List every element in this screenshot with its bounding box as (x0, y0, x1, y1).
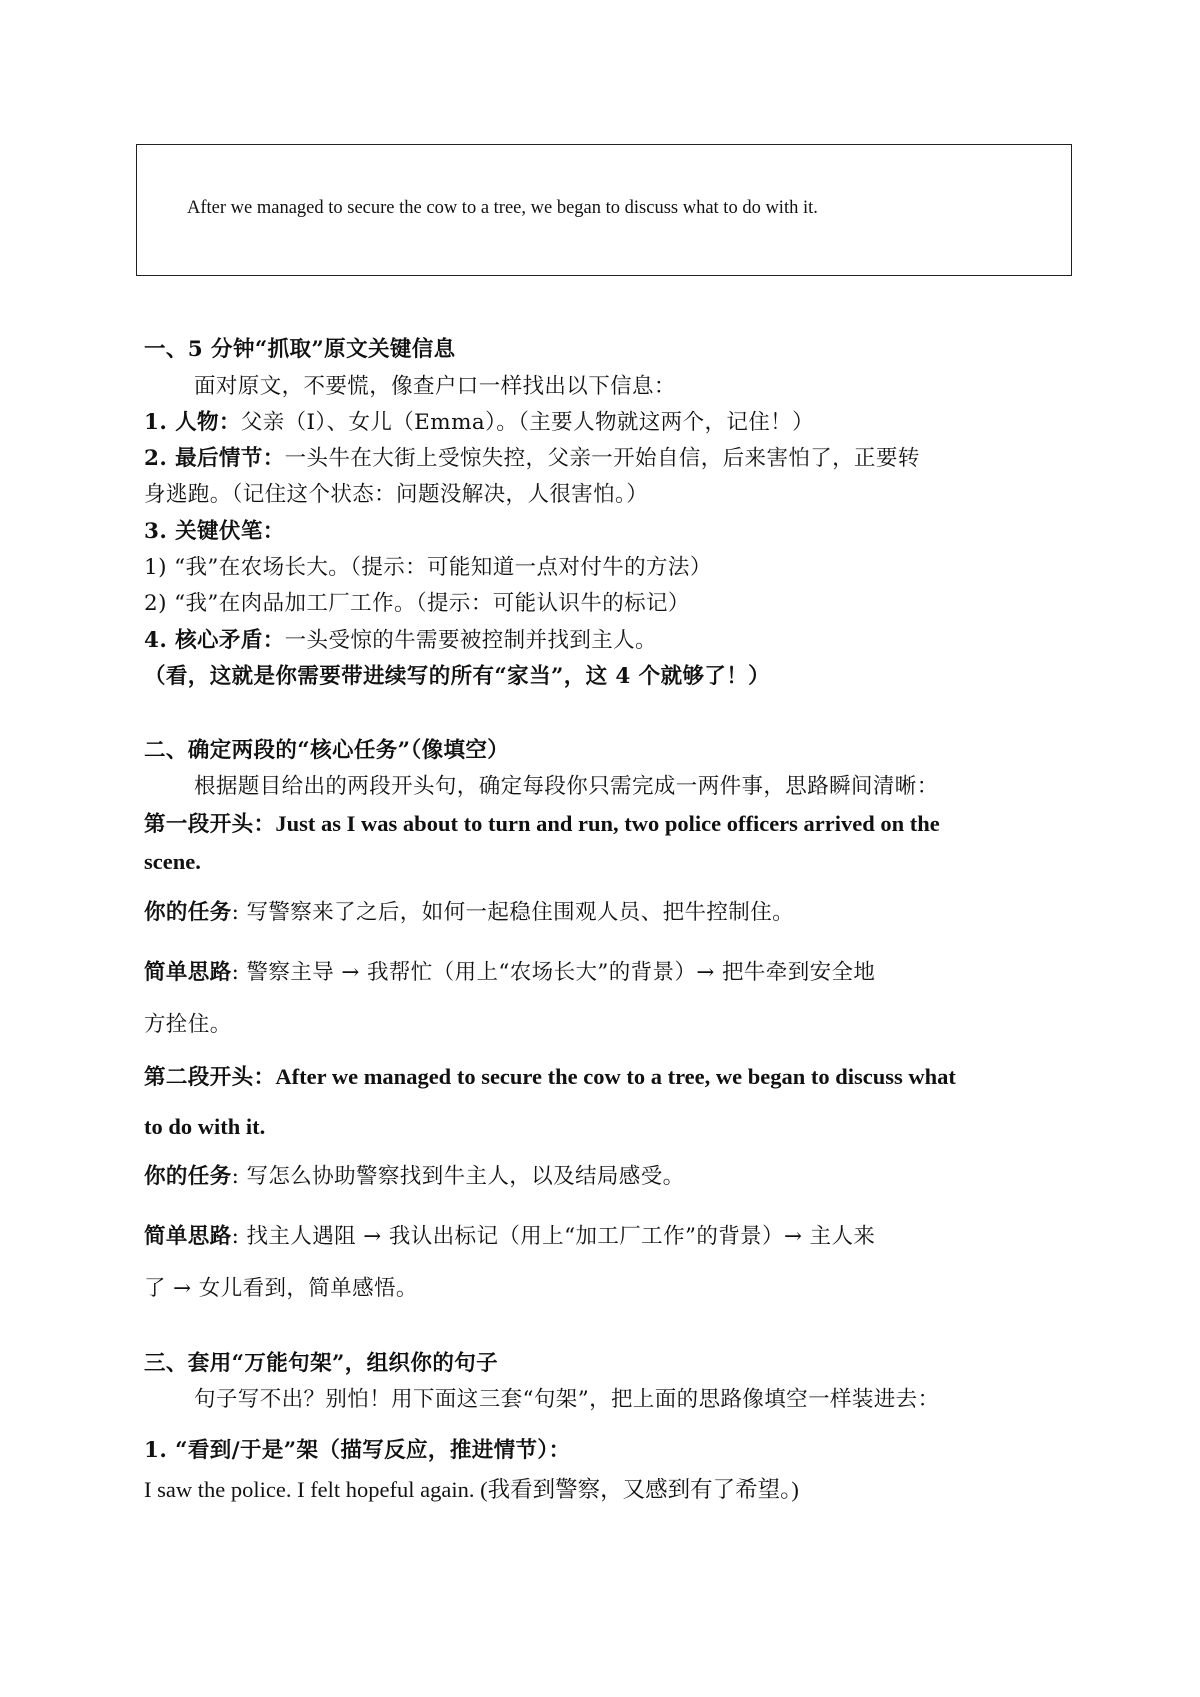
prompt-sentence: After we managed to secure the cow to a tree, we began to discuss what to do with it. (187, 198, 818, 218)
paragraph-2-opening (144, 1063, 956, 1092)
section-1-item-3-sub-2: 2) “我”在肉品加工厂工作。（提示：可能认识牛的标记） (144, 591, 690, 616)
section-3-item-1-title: 1. “看到/于是”架（描写反应，推进情节）： (144, 1438, 571, 1463)
section-1-item-1 (144, 409, 814, 437)
section-3-item-1-example: I saw the police. I felt hopeful again. (我看到警察，又感到有了希望。) (144, 1477, 799, 1502)
paragraph-2-idea-text: : 找主人遇阻 → 我认出标记（用上“加工厂工作”的背景）→ 主人来 (231, 1224, 876, 1249)
section-2-title: 二、确定两段的“核心任务”（像填空） (144, 738, 510, 763)
prompt-box (136, 144, 1072, 276)
paragraph-2-task-label: 你的任务 (144, 1164, 232, 1189)
section-1-item-2 (144, 445, 920, 473)
paragraph-1-sentence: Just as I was about to turn and run, two police officers arrived on the (275, 811, 940, 836)
paragraph-2-task-text: : 写怎么协助警察找到牛主人，以及结局感受。 (231, 1164, 685, 1189)
paragraph-1-task (144, 899, 794, 927)
item-4-text: 一头受惊的牛需要被控制并找到主人。 (284, 628, 657, 653)
paragraph-1-idea (144, 959, 875, 987)
paragraph-1-task-label: 你的任务 (144, 900, 232, 925)
paragraph-1-idea-text: : 警察主导 → 我帮忙（用上“农场长大”的背景）→ 把牛牵到安全地 (231, 960, 876, 985)
section-2-intro: 根据题目给出的两段开头句，确定每段你只需完成一两件事，思路瞬间清晰： (194, 774, 939, 799)
section-1-item-3-sub-1: 1) “我”在农场长大。（提示：可能知道一点对付牛的方法） (144, 555, 712, 580)
paragraph-1-idea-label: 简单思路 (144, 960, 232, 985)
item-1-label: 1. 人物： (144, 410, 241, 435)
paragraph-1-label: 第一段开头： (144, 812, 276, 837)
item-2-text: 一头牛在大街上受惊失控，父亲一开始自信，后来害怕了，正要转 (284, 446, 920, 471)
paragraph-1-sentence-cont: scene. (144, 849, 201, 874)
section-1-title: 一、5 分钟“抓取”原文关键信息 (144, 337, 456, 362)
paragraph-1-opening (144, 810, 940, 839)
section-1-item-2-cont: 身逃跑。（记住这个状态：问题没解决，人很害怕。） (144, 482, 649, 507)
paragraph-2-idea-label: 简单思路 (144, 1224, 232, 1249)
section-1-intro: 面对原文，不要慌，像查户口一样找出以下信息： (194, 374, 676, 399)
section-1-item-4 (144, 627, 657, 655)
item-1-text: 父亲（I）、女儿（Emma）。（主要人物就这两个，记住！） (240, 410, 814, 435)
section-1-item-3-label: 3. 关键伏笔： (144, 519, 285, 544)
paragraph-2-label: 第二段开头： (144, 1065, 276, 1090)
paragraph-2-sentence-cont: to do with it. (144, 1114, 266, 1139)
paragraph-2-sentence: After we managed to secure the cow to a tree, we began to discuss what (275, 1064, 956, 1089)
paragraph-2-idea (144, 1223, 875, 1251)
paragraph-1-idea-cont: 方拴住。 (144, 1012, 232, 1037)
section-3-intro: 句子写不出？别怕！用下面这三套“句架”，把上面的思路像填空一样装进去： (194, 1387, 940, 1412)
paragraph-1-task-text: : 写警察来了之后，如何一起稳住围观人员、把牛控制住。 (231, 900, 794, 925)
paragraph-2-task (144, 1163, 685, 1191)
item-2-label: 2. 最后情节： (144, 446, 285, 471)
paragraph-2-idea-cont: 了 → 女儿看到，简单感悟。 (144, 1276, 418, 1301)
section-1-note: （看，这就是你需要带进续写的所有“家当”，这 4 个就够了！） (144, 664, 771, 689)
item-4-label: 4. 核心矛盾： (144, 628, 285, 653)
section-3-title: 三、套用“万能句架”，组织你的句子 (144, 1351, 499, 1376)
